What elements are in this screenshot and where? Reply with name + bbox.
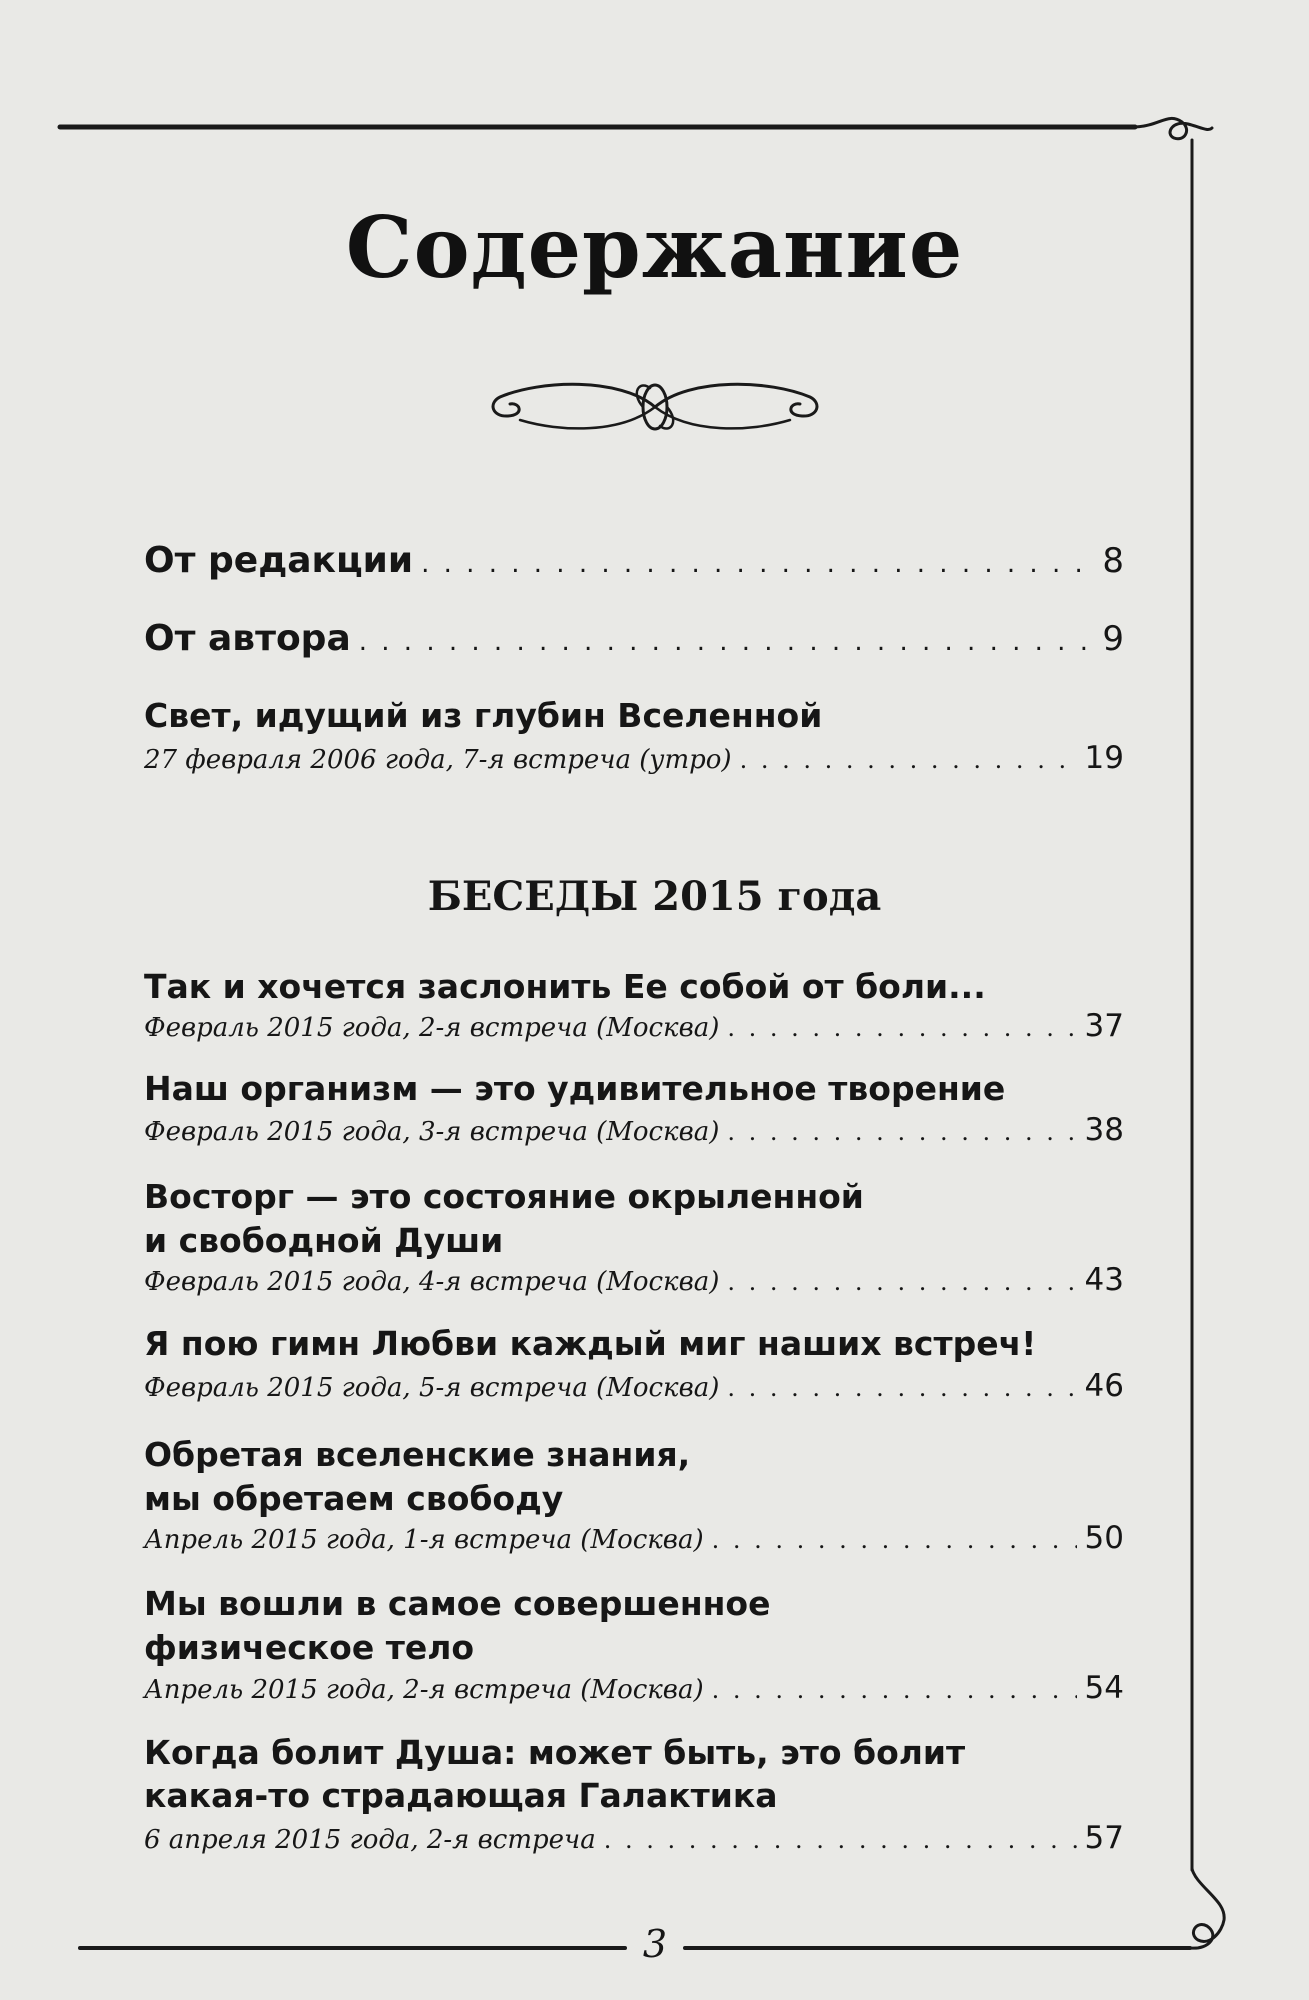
toc-page-number: 50 xyxy=(1084,1520,1124,1556)
talk-subtitle: Февраль 2015 года, 5-я встреча (Москва) xyxy=(144,1373,720,1403)
talk-entry[interactable] xyxy=(144,1820,1124,1856)
page-number: 3 xyxy=(642,1922,668,1966)
talk-entry[interactable] xyxy=(144,1520,1124,1556)
talk-subtitle: Апрель 2015 года, 2-я встреча (Москва) xyxy=(144,1675,704,1705)
dot-leader xyxy=(727,1118,1076,1146)
toc-page-number: 57 xyxy=(1084,1820,1124,1856)
dot-leader xyxy=(727,1268,1076,1296)
dot-leader xyxy=(421,549,1094,579)
talk-subtitle: Февраль 2015 года, 3-я встреча (Москва) xyxy=(144,1117,720,1147)
talk-subtitle: Февраль 2015 года, 2-я встреча (Москва) xyxy=(144,1013,720,1043)
talk-title: Так и хочется заслонить Ее собой от боли... xyxy=(144,967,986,1006)
dot-leader xyxy=(727,1014,1076,1042)
talk-entry[interactable] xyxy=(144,1008,1124,1044)
toc-page-number: 46 xyxy=(1084,1368,1124,1404)
toc-entry-title: Свет, идущий из глубин Вселенной xyxy=(144,696,823,735)
talk-title: Я пою гимн Любви каждый миг наших встреч! xyxy=(144,1324,1037,1363)
dot-leader xyxy=(359,627,1095,657)
dot-leader xyxy=(712,1676,1077,1704)
talk-subtitle: Февраль 2015 года, 4-я встреча (Москва) xyxy=(144,1267,720,1297)
flourish-ornament xyxy=(480,372,830,442)
talk-title: Наш организм — это удивительное творение xyxy=(144,1069,1006,1108)
toc-page-number: 43 xyxy=(1084,1262,1124,1298)
talk-subtitle: 6 апреля 2015 года, 2-я встреча xyxy=(144,1825,596,1855)
toc-entry-title: От редакции xyxy=(144,540,414,581)
toc-page-number: 8 xyxy=(1102,541,1124,581)
dot-leader xyxy=(712,1526,1077,1554)
talk-title: Восторг — это состояние окрыленной xyxy=(144,1177,864,1216)
talk-entry[interactable] xyxy=(144,1262,1124,1298)
talk-entry[interactable] xyxy=(144,1670,1124,1706)
talk-subtitle: Апрель 2015 года, 1-я встреча (Москва) xyxy=(144,1525,704,1555)
toc-entry-title: От автора xyxy=(144,618,351,659)
toc-entry[interactable] xyxy=(144,740,1124,776)
dot-leader xyxy=(740,746,1077,774)
toc-page-number: 54 xyxy=(1084,1670,1124,1706)
talk-entry[interactable] xyxy=(144,1368,1124,1404)
talk-title: Обретая вселенские знания, xyxy=(144,1435,691,1474)
section-heading: БЕСЕДЫ 2015 года xyxy=(427,873,882,920)
toc-page-number: 9 xyxy=(1102,619,1124,659)
page-title: Содержание xyxy=(345,198,964,297)
toc-entry[interactable] xyxy=(144,618,1124,659)
talk-title-line2: и свободной Души xyxy=(144,1221,504,1260)
talk-title-line2: какая-то страдающая Галактика xyxy=(144,1776,778,1815)
toc-entry-subtitle: 27 февраля 2006 года, 7-я встреча (утро) xyxy=(144,745,732,775)
toc-page-number: 37 xyxy=(1084,1008,1124,1044)
talk-entry[interactable] xyxy=(144,1112,1124,1148)
dot-leader xyxy=(727,1374,1076,1402)
talk-title: Когда болит Душа: может быть, это болит xyxy=(144,1733,966,1772)
talk-title: Мы вошли в самое совершенное xyxy=(144,1584,771,1623)
dot-leader xyxy=(604,1826,1077,1854)
toc-entry[interactable] xyxy=(144,540,1124,581)
toc-page-number: 19 xyxy=(1084,740,1124,776)
talk-title-line2: физическое тело xyxy=(144,1628,475,1667)
toc-page-number: 38 xyxy=(1084,1112,1124,1148)
talk-title-line2: мы обретаем свободу xyxy=(144,1479,564,1518)
